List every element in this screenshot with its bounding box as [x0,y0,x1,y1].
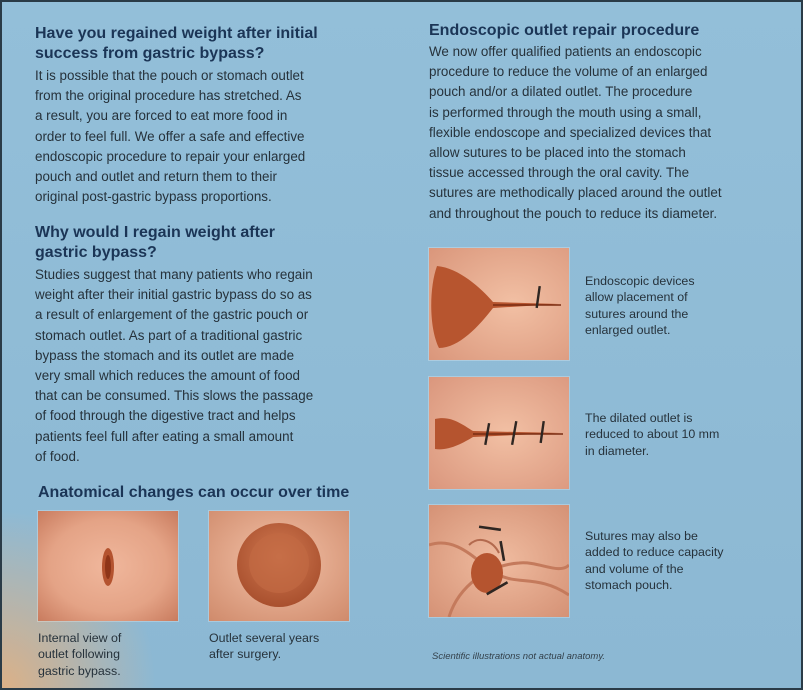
pouch-sutures-illustration [429,505,569,617]
caption-line: outlet following [38,647,120,662]
text-line: of food. [35,448,80,464]
why-heading-line: gastric bypass? [35,244,157,261]
text-line: weight after their initial gastric bypass do so as [35,287,312,303]
repair-caption-3 [585,528,723,594]
text-line: pouch and/or a dilated outlet. The procedure [429,84,693,100]
caption-line: Outlet several years [209,631,320,645]
regained-heading [35,24,318,64]
suture-placement-illustration [429,248,569,360]
caption-line: Internal view of [38,631,122,645]
text-line: very small which reduces the amount of food [35,368,300,384]
caption-line: Sutures may also be [585,529,698,543]
caption-line: gastric bypass. [38,663,121,678]
text-line: flexible endoscope and specialized devices that [429,124,712,140]
text-line: a result, you are forced to eat more food in [35,108,288,124]
text-line: order to feel full. We offer a safe and effective [35,128,305,144]
text-line: pouch and outlet and return them to their [35,169,277,185]
outlet-later-illustration [209,511,349,621]
text-line: tissue accessed through the oral cavity. The [429,165,690,181]
caption-line: sutures around the [585,306,689,321]
text-line: sutures are methodically placed around the outlet [429,185,722,201]
caption-line: reduced to about 10 mm [585,427,720,442]
caption-line: and volume of the [585,561,684,576]
text-line: from the original procedure has stretched. As [35,88,302,104]
text-line: stomach outlet. As part of a traditional gastric [35,327,303,343]
caption-line: Endoscopic devices [585,274,695,288]
caption-line: stomach pouch. [585,578,673,593]
why-heading [35,223,275,263]
outlet-initial-illustration [38,511,178,621]
text-line: It is possible that the pouch or stomach outlet [35,68,304,83]
caption-line: allow placement of [585,290,688,305]
repair-body [429,42,722,224]
caption-line: enlarged outlet. [585,323,671,338]
why-body [35,265,313,467]
why-heading-line: Why would I regain weight after [35,224,276,241]
anatomical-caption-1 [38,630,121,679]
anatomical-caption-2 [209,630,319,663]
regained-body [35,66,305,207]
caption-line: added to reduce capacity [585,545,724,560]
text-line: a result of enlargement of the gastric pouch or [35,307,309,323]
caption-line: in diameter. [585,443,650,458]
anatomical-heading: Anatomical changes can occur over time [38,484,350,501]
repair-caption-1 [585,273,695,339]
text-line: allow sutures to be placed into the stomach [429,145,686,161]
caption-line: after surgery. [209,647,282,662]
text-line: is performed through the mouth using a small, [429,104,702,120]
text-line: bypass the stomach and its outlet are made [35,347,295,363]
text-line: Studies suggest that many patients who regain [35,267,313,282]
regained-heading-line: success from gastric bypass? [35,45,265,62]
text-line: and throughout the pouch to reduce its diameter. [429,205,718,221]
text-line: patients feel full after eating a small amount [35,428,294,444]
illustration-disclaimer: Scientific illustrations not actual anatomy. [432,651,606,662]
text-line: procedure to reduce the volume of an enlarged [429,64,708,80]
repair-heading: Endoscopic outlet repair procedure [429,22,700,39]
repair-caption-2 [585,410,719,459]
text-line: that can be consumed. This slows the passage [35,388,314,404]
text-line: of food through the digestive tract and helps [35,408,296,424]
regained-heading-line: Have you regained weight after initial [35,25,318,42]
reduced-outlet-illustration [429,377,569,489]
text-line: We now offer qualified patients an endoscopic [429,44,702,59]
caption-line: The dilated outlet is [585,411,693,425]
text-line: endoscopic procedure to repair your enlarged [35,148,306,164]
text-line: original post-gastric bypass proportions. [35,189,272,205]
